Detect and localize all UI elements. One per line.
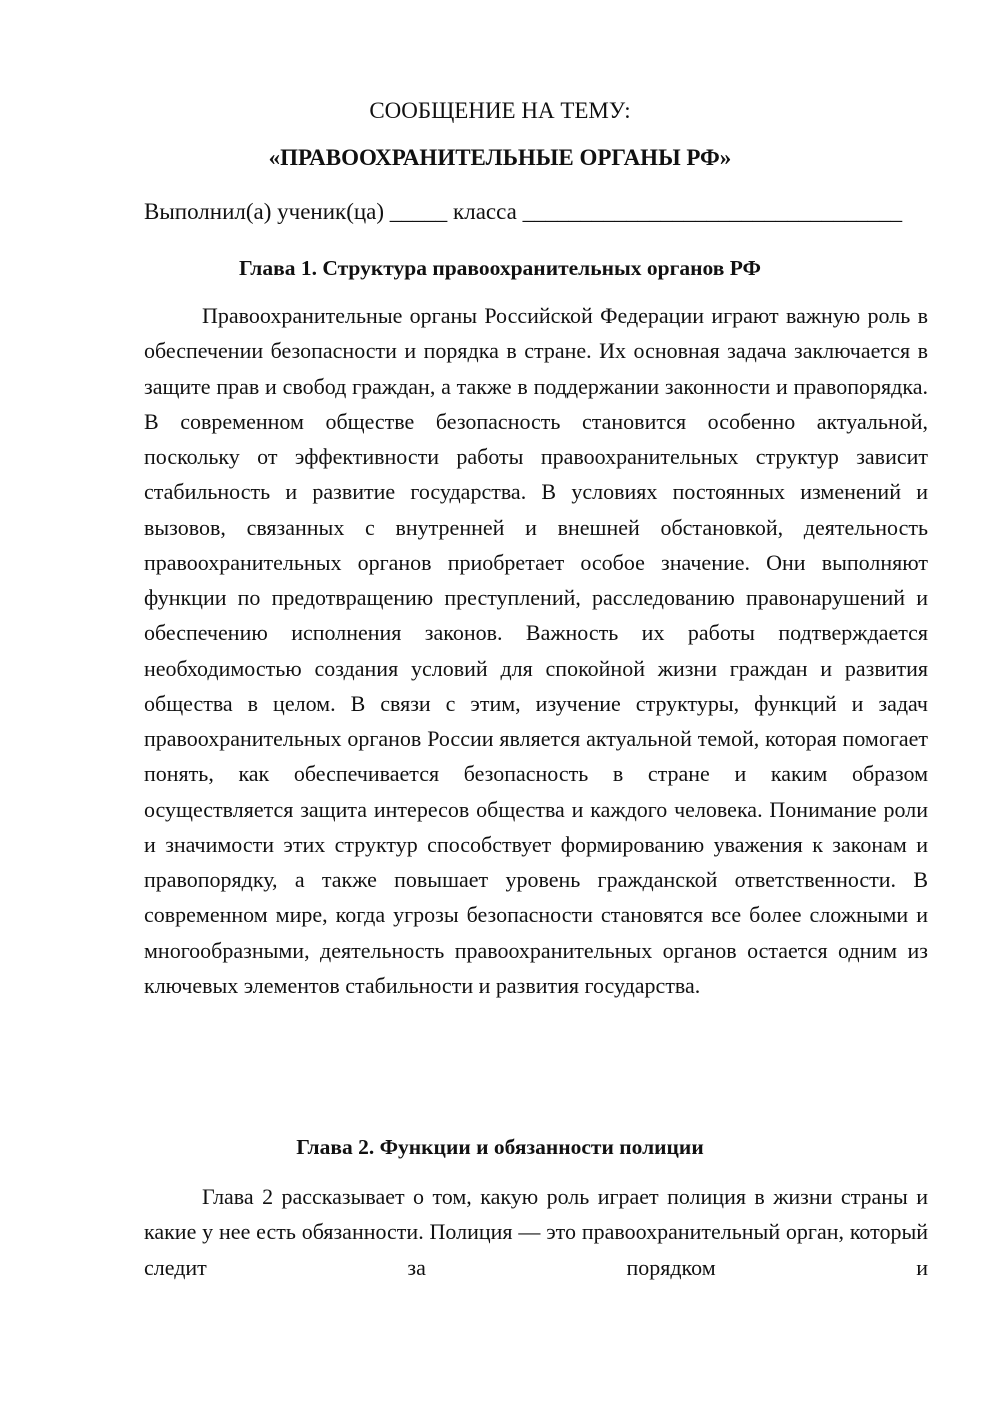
chapter-1-heading: Глава 1. Структура правоохранительных органов РФ <box>239 256 761 280</box>
chapter-2-paragraph: Глава 2 рассказывает о том, какую роль играет полиция в жизни страны и какие у нее есть обязанности. Полиция — это правоохранительный орган, который следит за порядком и <box>144 1184 928 1280</box>
chapter-2-heading: Глава 2. Функции и обязанности полиции <box>296 1135 704 1159</box>
document-title-topic: «ПРАВООХРАНИТЕЛЬНЫЕ ОРГАНЫ РФ» <box>268 145 732 170</box>
chapter-1-paragraph: Правоохранительные органы Российской Федерации играют важную роль в обеспечении безопасности и порядка в стране. Их основная задача заключается в защите прав и свобод граждан, а также в поддержании законности и правопорядка. В современном обществе безопасность становится особенно актуальной, поскольку от эффективности работы правоохранительных структур зависит стабильность и развитие государства. В условиях постоянных изменений и вызовов, связанных с внутренней и внешней обстановкой, деятельность правоохранительных органов приобретает особое значение. Они выполняют функции по предотвращению преступлений, расследованию правонарушений и обеспечению исполнения законов. Важность их работы подтверждается необходимостью создания условий для спокойной жизни граждан и развития общества в целом. В связи с этим, изучение структуры, функций и задач правоохранительных органов России является актуальной темой, которая помогает понять, как обеспечивается безопасность в стране и каким образом осуществляется защита интересов общества и каждого человека. Понимание роли и значимости этих структур способствует формированию уважения к законам и правопорядку, а также повышает уровень гражданской ответственности. В современном мире, когда угрозы безопасности становятся все более сложными и многообразными, деятельность правоохранительных органов остается одним из ключевых элементов стабильности и развития государства. <box>144 303 928 998</box>
author-line: Выполнил(а) ученик(ца) _____ класса _________________________________ <box>144 199 903 224</box>
document-title-line-1: СООБЩЕНИЕ НА ТЕМУ: <box>369 98 631 123</box>
